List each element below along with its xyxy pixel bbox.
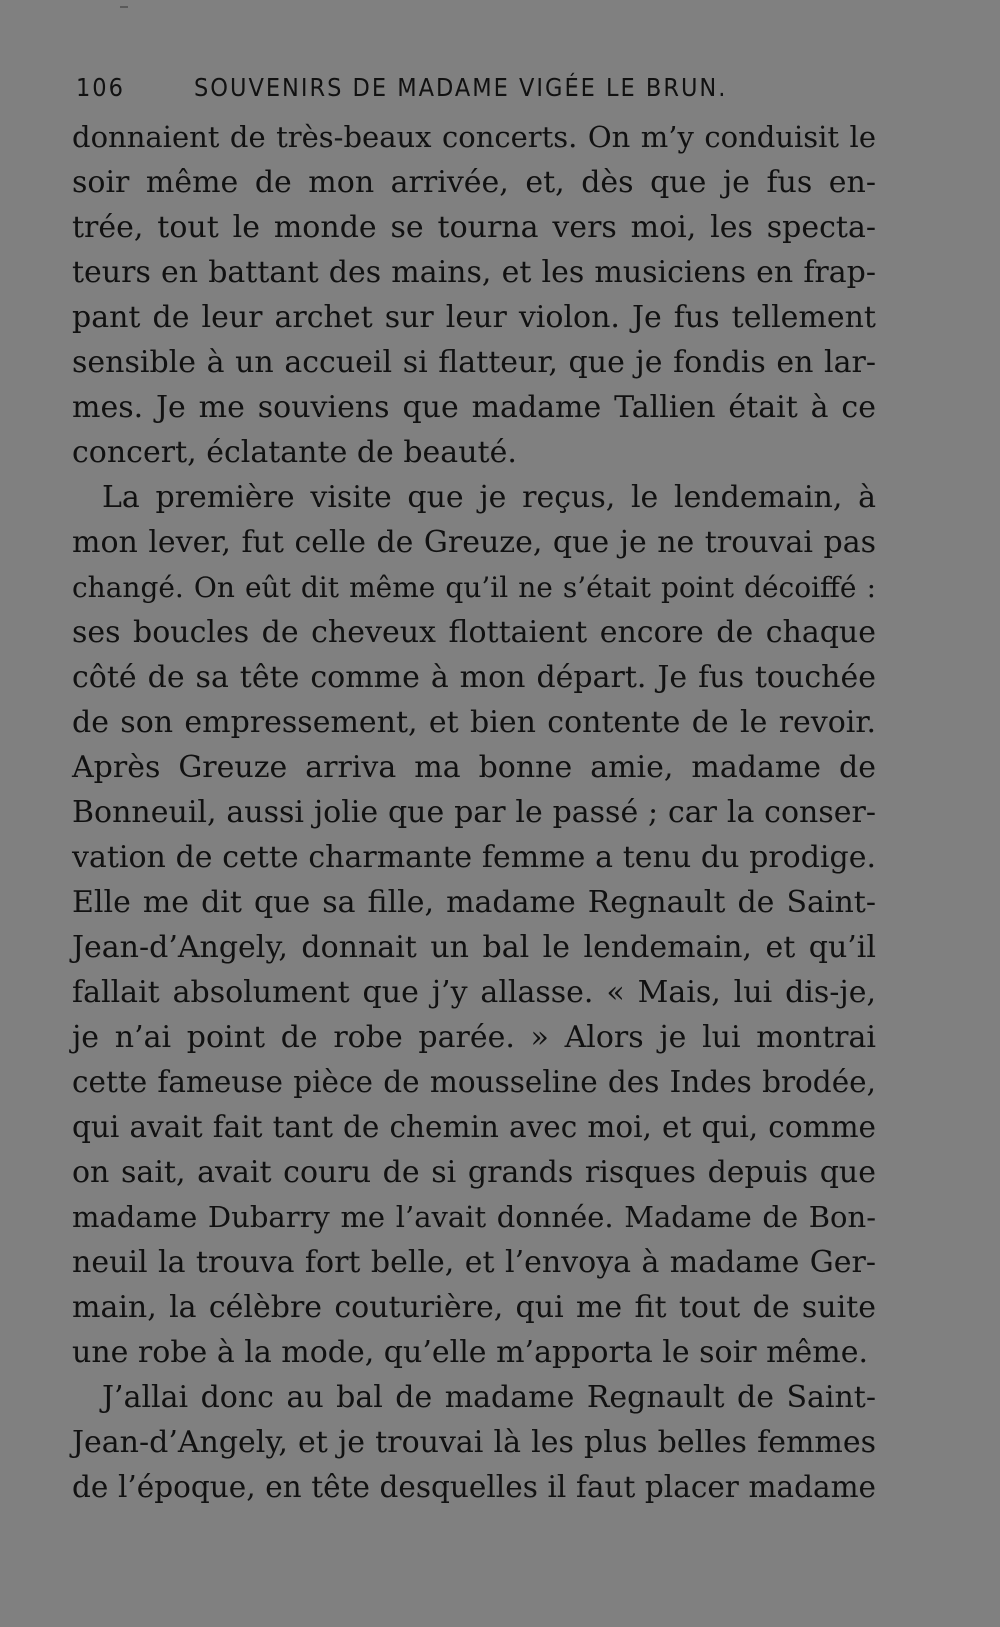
text-line: vation de cette charmante femme a tenu du prodige. <box>72 840 876 875</box>
text-line: J’allai donc au bal de madame Regnault de Saint- <box>102 1380 876 1415</box>
text-line: qui avait fait tant de chemin avec moi, et qui, comme <box>72 1110 876 1144</box>
text-line: neuil la trouva fort belle, et l’envoya à madame Ger- <box>72 1245 876 1280</box>
text-line: sensible à un accueil si flatteur, que je fondis en lar- <box>72 345 876 380</box>
text-line: ses boucles de cheveux flottaient encore de chaque <box>72 615 876 650</box>
text-line: mes. Je me souviens que madame Tallien était à ce <box>72 390 876 425</box>
text-line: La première visite que je reçus, le lendemain, à <box>102 480 876 515</box>
text-line: Elle me dit que sa fille, madame Regnault de Saint- <box>72 885 876 920</box>
page-header <box>76 68 776 108</box>
text-line: une robe à la mode, qu’elle m’apporta le soir même. <box>72 1335 869 1370</box>
text-line: fallait absolument que j’y allasse. « Mais, lui dis-je, <box>72 975 876 1010</box>
text-line: mon lever, fut celle de Greuze, que je ne trouvai pas <box>72 525 876 560</box>
text-line: soir même de mon arrivée, et, dès que je fus en- <box>72 165 876 200</box>
scan-mark <box>120 6 128 8</box>
text-line: concert, éclatante de beauté. <box>72 435 517 470</box>
text-line: Bonneuil, aussi jolie que par le passé ; car la conser- <box>72 795 876 830</box>
text-line: côté de sa tête comme à mon départ. Je fus touchée <box>72 660 876 695</box>
text-line: on sait, avait couru de si grands risques depuis que <box>72 1155 876 1190</box>
text-line: cette fameuse pièce de mousseline des Indes brodée, <box>72 1065 876 1099</box>
text-line: pant de leur archet sur leur violon. Je fus tellement <box>72 300 876 335</box>
running-title: SOUVENIRS DE MADAME VIGÉE LE BRUN. <box>194 73 728 102</box>
body-text <box>72 115 876 1510</box>
text-line: Après Greuze arriva ma bonne amie, madame de <box>72 750 876 785</box>
text-line: Jean-d’Angely, donnait un bal le lendemain, et qu’il <box>72 930 876 965</box>
text-line: teurs en battant des mains, et les musiciens en frap- <box>72 255 876 290</box>
text-line: de son empressement, et bien contente de le revoir. <box>72 705 876 740</box>
page-number: 106 <box>76 73 125 102</box>
text-line: de l’époque, en tête desquelles il faut placer madame <box>72 1470 876 1504</box>
text-line: trée, tout le monde se tourna vers moi, les specta- <box>72 210 876 245</box>
text-line: donnaient de très-beaux concerts. On m’y conduisit le <box>72 120 876 154</box>
text-line: madame Dubarry me l’avait donnée. Madame de Bon- <box>72 1200 876 1234</box>
text-line: Jean-d’Angely, et je trouvai là les plus belles femmes <box>72 1425 876 1460</box>
text-line: changé. On eût dit même qu’il ne s’était point décoiffé : <box>72 571 876 604</box>
text-line: main, la célèbre couturière, qui me fit tout de suite <box>72 1290 876 1325</box>
text-line: je n’ai point de robe parée. » Alors je lui montrai <box>72 1020 876 1055</box>
